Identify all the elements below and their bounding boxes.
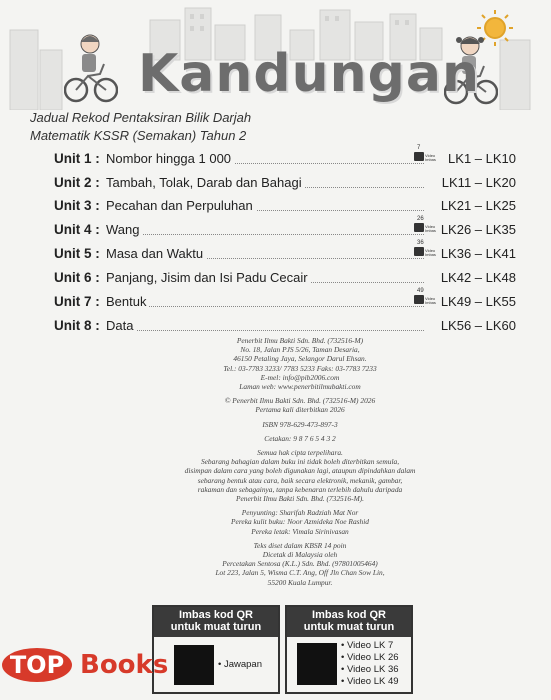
imprint-line: Laman web: www.penerbitilmubakti.com [239,382,361,392]
qr-item-video: • Video LK 7 [341,640,394,651]
qr-item-video: • Video LK 26 [341,652,399,663]
imprint-line: Penerbit Ilmu Bakti Sdn. Bhd. (732516-M) [236,336,364,345]
qr-heading-line2: untuk muat turun [303,621,395,633]
leader-dots [106,330,424,331]
toc-unit: Unit 2 : [54,175,100,190]
video-icon-text: Video Imbas [425,153,436,162]
qr-box-videos [285,605,413,694]
leader-dots [106,306,424,307]
imprint-line: Pereka kulit buku: Noor Azmideka Noe Rashid [231,517,369,527]
video-number: 49 [417,288,424,294]
toc-pages: LK36 – LK41 [440,246,516,261]
imprint-line: E-mel: info@pib2006.com [260,372,340,382]
leader-dots [106,234,424,235]
imprint-line: Semua hak cipta terpelihara. [257,448,343,458]
imprint-line: disimpan dalam cara yang boleh digunakan lagi, ataupun dipindahkan dalam [184,466,416,476]
boy-cyclist-illustration [64,28,118,104]
video-number: 36 [417,240,424,246]
qr-box-header [287,607,411,637]
toc-topic: Pecahan dan Perpuluhan [106,198,256,213]
toc-row [54,318,516,336]
video-icon-text: Video Imbas [425,248,436,257]
toc-pages: LK21 – LK25 [440,198,516,213]
toc-topic: Masa dan Waktu [106,246,206,261]
imprint-line: Pertama kali diterbitkan 2026 [255,405,345,415]
toc-topic: Data [106,318,136,333]
imprint-line: 55200 Kuala Lumpur. [267,577,333,587]
imprint-line: Penerbit Ilmu Bakti Sdn. Bhd. (732516-M). [235,494,365,504]
imprint-line: No. 18, Jalan PJS 5/26, Taman Desaria, [240,345,360,355]
video-icon [414,145,436,164]
imprint-line: © Penerbit Ilmu Bakti Sdn. Bhd. (732516-M) 2026 [224,396,376,406]
toc-topic: Nombor hingga 1 000 [106,151,234,166]
qr-box-header [154,607,278,637]
video-number: 7 [417,145,421,151]
toc-pages: LK1 – LK10 [448,151,516,166]
toc-unit: Unit 1 : [54,151,100,166]
toc-unit: Unit 3 : [54,198,100,213]
topbooks-logo-books: Books [80,650,169,680]
qr-heading-line2: untuk muat turun [170,621,262,633]
imprint-line: Teks diset dalam KBSR 14 poin [253,540,347,550]
toc-unit: Unit 6 : [54,270,100,285]
imprint-line: Percetakan Sentosa (K.L.) Sdn. Bhd. (97801005464) [222,559,378,569]
video-icon [414,240,436,259]
toc-unit: Unit 7 : [54,294,100,309]
qr-item-video: • Video LK 36 [341,664,399,675]
toc-row [54,175,516,193]
qr-item-video: • Video LK 49 [341,676,399,687]
toc-row [54,216,516,240]
imprint-line: Pereka letak: Vimala Sirinivasan [251,526,349,536]
toc-pages: LK42 – LK48 [440,270,516,285]
qr-heading-line1: Imbas kod QR [312,609,386,621]
imprint-line: Penyunting: Sharifah Radziah Mat Nor [241,508,359,518]
toc-topic: Bentuk [106,294,149,309]
imprint-line: Cetakan: 9 8 7 6 5 4 3 2 [264,433,336,443]
toc-topic: Tambah, Tolak, Darab dan Bahagi [106,175,305,190]
toc-row [54,145,516,169]
toc-topic: Panjang, Jisim dan Isi Padu Cecair [106,270,311,285]
subtitle-line1: Jadual Rekod Pentaksiran Bilik Darjah [30,110,252,125]
video-number: 26 [417,216,424,222]
qr-item-answers: • Jawapan [218,659,262,670]
video-icon-text: Video Imbas [425,296,436,305]
qr-code-answers[interactable] [174,645,214,685]
topbooks-logo-top: TOP [2,648,72,682]
toc-pages: LK11 – LK20 [441,175,516,190]
imprint-line: ISBN 978-629-473-897-3 [262,419,338,429]
video-icon [414,288,436,307]
imprint-line: rakaman dan sebagainya, tanpa kebenaran terlebih dahulu daripada [197,484,403,494]
imprint-line: Sebarang bahagian dalam buku ini tidak boleh diterbitkan semula, [200,457,400,467]
toc-row [54,270,516,288]
imprint-line: sebarang bentuk atau cara, baik secara elektronik, mekanik, gambar, [197,475,403,485]
imprint-line: Lot 223, Jalan 5, Wisma C.T. Ang, Off Jln Chan Sow Lin, [215,568,385,578]
toc-unit: Unit 4 : [54,222,100,237]
toc-pages: LK49 – LK55 [440,294,516,309]
imprint-line: Dicetak di Malaysia oleh [262,550,338,560]
video-icon [414,216,436,235]
publisher-imprint [150,336,450,587]
imprint-line: Tel.: 03-7783 3233/ 7783 5233 Faks: 03-7783 7233 [223,363,377,373]
imprint-line: 46150 Petaling Jaya, Selangor Darul Ehsan. [233,354,367,364]
toc-topic: Wang [106,222,142,237]
subtitle-line2: Matematik KSSR (Semakan) Tahun 2 [30,128,247,143]
qr-code-videos[interactable] [297,643,337,685]
toc-pages: LK56 – LK60 [440,318,516,333]
toc-pages: LK26 – LK35 [440,222,516,237]
qr-box-answers [152,605,280,694]
page-title: Kandungan [138,44,480,104]
toc-row [54,240,516,264]
toc-unit: Unit 5 : [54,246,100,261]
qr-heading-line1: Imbas kod QR [179,609,253,621]
toc-unit: Unit 8 : [54,318,100,333]
toc-row [54,288,516,312]
toc-row [54,198,516,216]
video-icon-text: Video Imbas [425,224,436,233]
